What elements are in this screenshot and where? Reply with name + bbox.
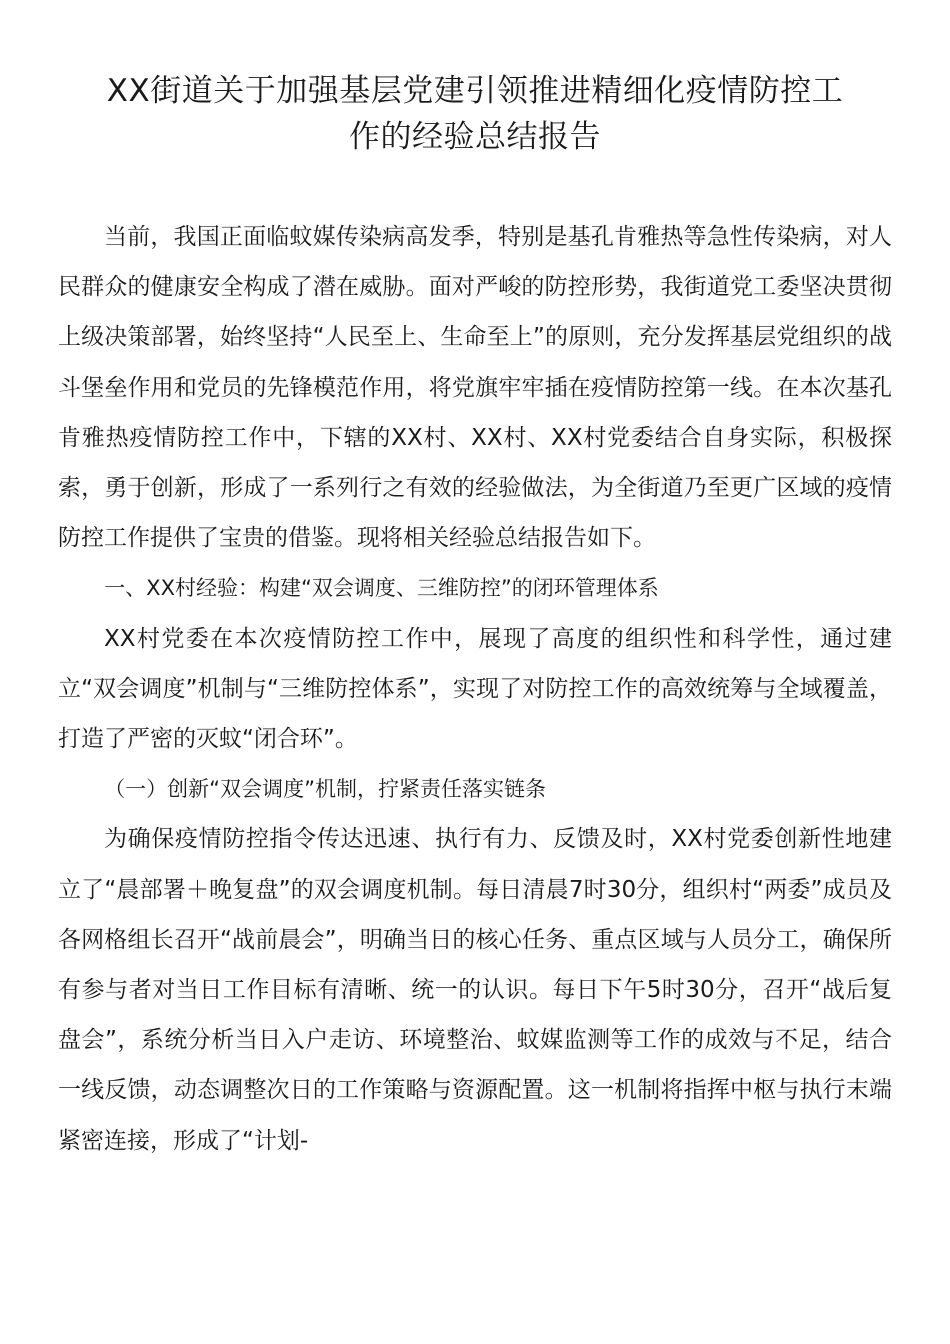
document-body bbox=[58, 212, 892, 1166]
title-line-1: XX街道关于加强基层党建引领推进精细化疫情防控工 bbox=[106, 73, 844, 109]
intro-paragraph: 当前，我国正面临蚊媒传染病高发季，特别是基孔肯雅热等急性传染病，对人民群众的健康安全构成了潜在威胁。面对严峻的防控形势，我街道党工委坚决贯彻上级决策部署，始终坚持“人民至上、生命至上”的原则，充分发挥基层党组织的战斗堡垒作用和党员的先锋模范作用，将党旗牢牢插在疫情防控第一线。在本次基孔肯雅热疫情防控工作中，下辖的XX村、XX村、XX村党委结合自身实际，积极探索，勇于创新，形成了一系列行之有效的经验做法，为全街道乃至更广区域的疫情防控工作提供了宝贵的借鉴。现将相关经验总结报告如下。 bbox=[58, 224, 892, 552]
section-1-heading: 一、XX村经验：构建“双会调度、三维防控”的闭环管理体系 bbox=[104, 576, 659, 601]
section-1-intro-paragraph: XX村党委在本次疫情防控工作中，展现了高度的组织性和科学性，通过建立“双会调度”机制与“三维防控体系”，实现了对防控工作的高效统筹与全域覆盖，打造了严密的灭蚊“闭合环”。 bbox=[58, 625, 892, 753]
document-title bbox=[58, 68, 892, 160]
title-line-2: 作的经验总结报告 bbox=[349, 119, 601, 155]
subsection-1-heading: （一）创新“双会调度”机制，拧紧责任落实链条 bbox=[104, 777, 546, 802]
subsection-1-paragraph: 为确保疫情防控指令传达迅速、执行有力、反馈及时，XX村党委创新性地建立了“晨部署＋晚复盘”的双会调度机制。每日清晨7时30分，组织村“两委”成员及各网格组长召开“战前晨会”，明确当日的核心任务、重点区域与人员分工，确保所有参与者对当日工作目标有清晰、统一的认识。每日下午5时30分，召开“战后复盘会”，系统分析当日入户走访、环境整治、蚊媒监测等工作的成效与不足，结合一线反馈，动态调整次日的工作策略与资源配置。这一机制将指挥中枢与执行末端紧密连接，形成了“计划- bbox=[58, 826, 892, 1154]
